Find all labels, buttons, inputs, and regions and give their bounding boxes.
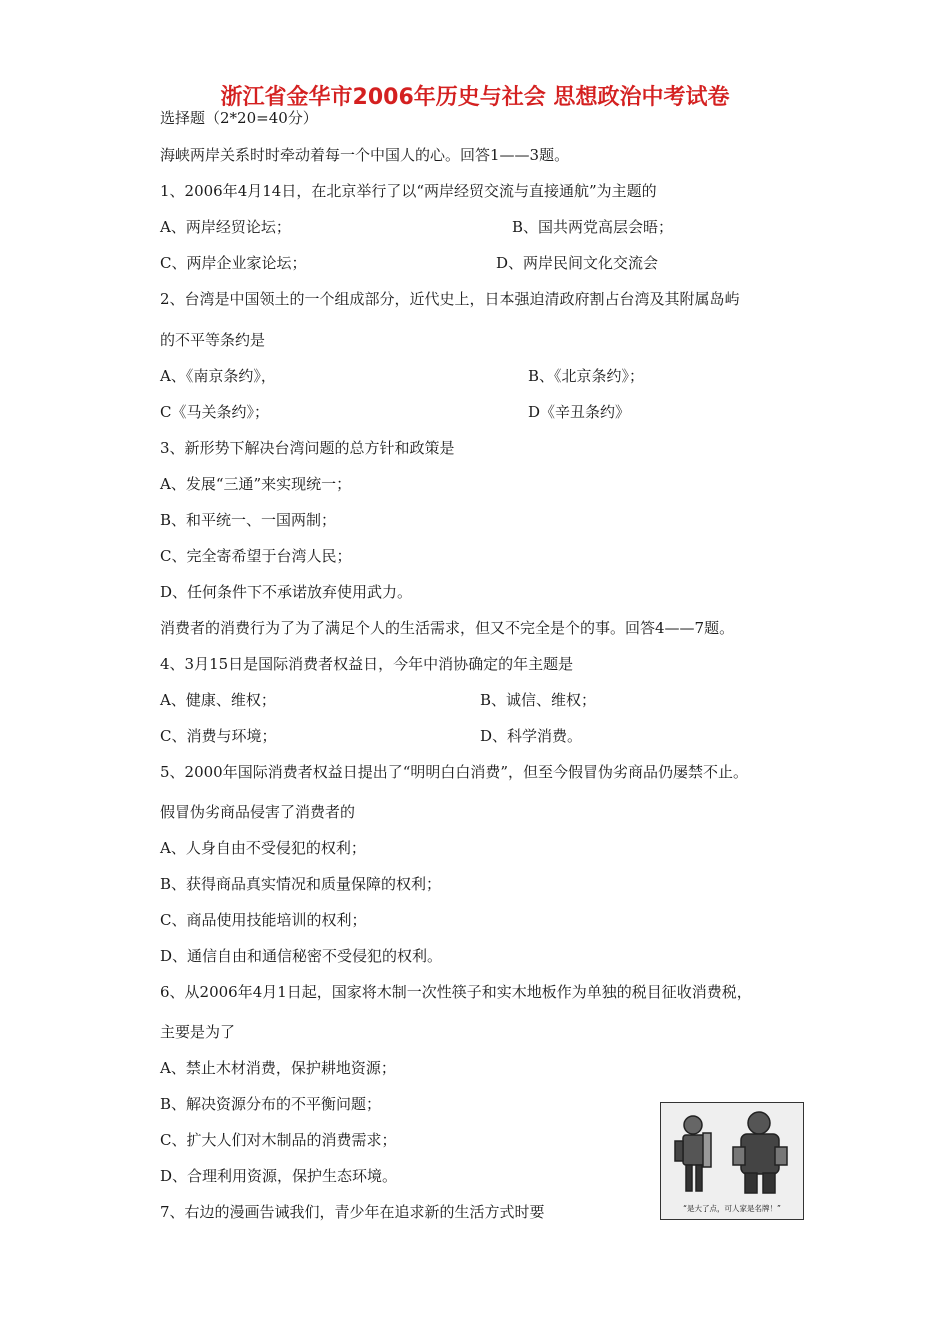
q1-option-c: C、两岸企业家论坛； bbox=[160, 254, 307, 272]
intro-consumer: 消费者的消费行为了为了满足个人的生活需求，但又不完全是个的事。回答4——7题。 bbox=[160, 619, 735, 637]
cartoon-caption: “是大了点，可人家是名牌！” bbox=[683, 1204, 781, 1213]
q2-option-a: A、《南京条约》， bbox=[160, 367, 276, 385]
q2-option-c: C《马关条约》； bbox=[160, 403, 269, 421]
q1-option-b: B、国共两党高层会晤； bbox=[512, 218, 674, 236]
intro-taiwan: 海峡两岸关系时时牵动着每一个中国人的心。回答1——3题。 bbox=[160, 146, 570, 164]
q4-option-a: A、健康、维权； bbox=[160, 691, 276, 709]
q4-option-b: B、诚信、维权； bbox=[480, 691, 597, 709]
q4-option-c: C、消费与环境； bbox=[160, 727, 277, 745]
q6-option-c: C、扩大人们对木制品的消费需求； bbox=[160, 1131, 397, 1149]
q5-option-d: D、通信自由和通信秘密不受侵犯的权利。 bbox=[160, 947, 443, 965]
q2-stem-line2: 的不平等条约是 bbox=[160, 331, 266, 349]
q2-option-d: D《辛丑条约》 bbox=[528, 403, 631, 421]
cartoon-illustration bbox=[661, 1103, 803, 1219]
q6-option-d: D、合理利用资源，保护生态环境。 bbox=[160, 1167, 398, 1185]
exam-title: 浙江省金华市2006年历史与社会 思想政治中考试卷 bbox=[220, 85, 730, 110]
q6-stem-line2: 主要是为了 bbox=[160, 1023, 236, 1041]
q1-option-d: D、两岸民间文化交流会 bbox=[496, 254, 659, 272]
q2-option-b: B、《北京条约》； bbox=[528, 367, 645, 385]
q1-option-a: A、两岸经贸论坛； bbox=[160, 218, 291, 236]
q3-option-a: A、发展“三通”来实现统一； bbox=[160, 475, 352, 493]
q5-stem-line2: 假冒伪劣商品侵害了消费者的 bbox=[160, 803, 356, 821]
q2-stem-line1: 2、台湾是中国领土的一个组成部分，近代史上，日本强迫清政府割占台湾及其附属岛屿 bbox=[160, 290, 740, 308]
q4-stem: 4、3月15日是国际消费者权益日，今年中消协确定的年主题是 bbox=[160, 655, 574, 673]
q5-option-c: C、商品使用技能培训的权利； bbox=[160, 911, 367, 929]
q6-option-a: A、禁止木材消费，保护耕地资源； bbox=[160, 1059, 396, 1077]
q4-option-d: D、科学消费。 bbox=[480, 727, 583, 745]
cartoon-image bbox=[660, 1102, 804, 1220]
q3-option-d: D、任何条件下不承诺放弃使用武力。 bbox=[160, 583, 413, 601]
q6-stem-line1: 6、从2006年4月1日起，国家将木制一次性筷子和实木地板作为单独的税目征收消费税， bbox=[160, 983, 752, 1001]
q5-option-a: A、人身自由不受侵犯的权利； bbox=[160, 839, 366, 857]
q3-option-b: B、和平统一、一国两制； bbox=[160, 511, 337, 529]
q3-option-c: C、完全寄希望于台湾人民； bbox=[160, 547, 352, 565]
q7-stem: 7、右边的漫画告诫我们，青少年在追求新的生活方式时要 bbox=[160, 1203, 545, 1221]
q1-stem: 1、2006年4月14日，在北京举行了以“两岸经贸交流与直接通航”为主题的 bbox=[160, 182, 657, 200]
section-heading: 选择题（2*20=40分） bbox=[160, 109, 318, 127]
q6-option-b: B、解决资源分布的不平衡问题； bbox=[160, 1095, 382, 1113]
q3-stem: 3、新形势下解决台湾问题的总方针和政策是 bbox=[160, 439, 455, 457]
q5-stem-line1: 5、2000年国际消费者权益日提出了“明明白白消费”，但至今假冒伪劣商品仍屡禁不止。 bbox=[160, 763, 749, 781]
q5-option-b: B、获得商品真实情况和质量保障的权利； bbox=[160, 875, 442, 893]
